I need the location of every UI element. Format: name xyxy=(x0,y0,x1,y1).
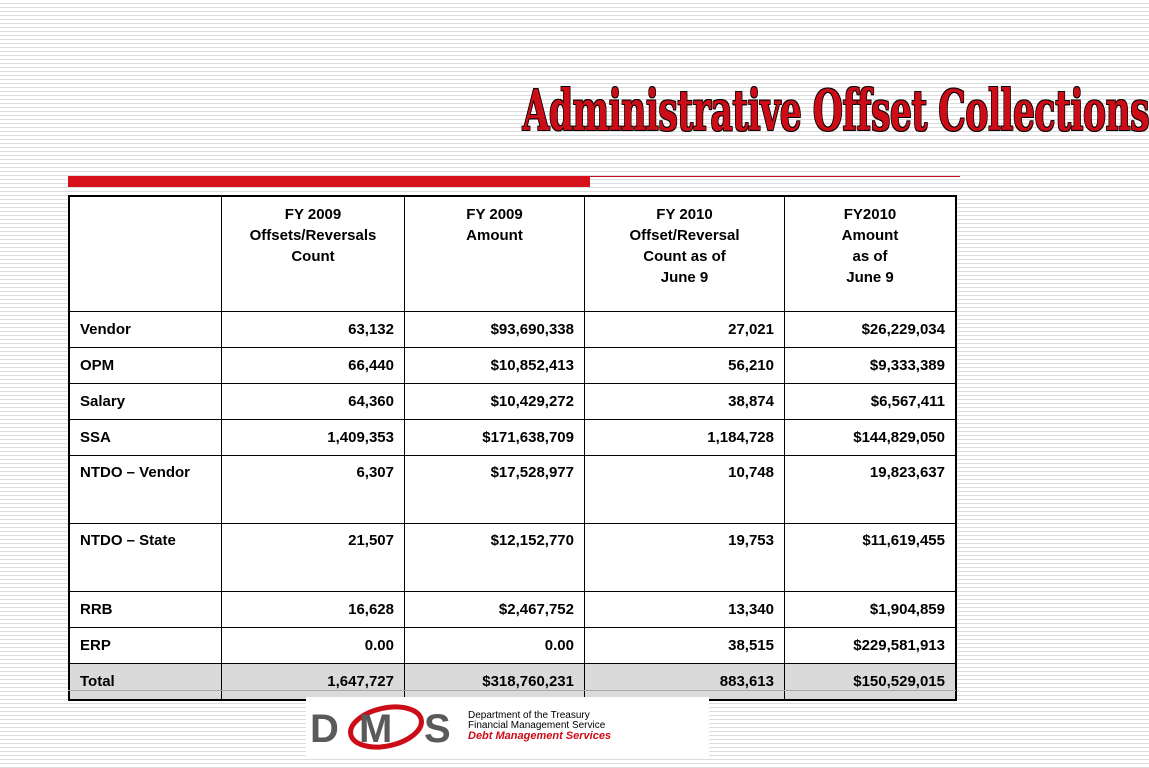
row-label: Total xyxy=(69,664,222,701)
fy2009-count-cell: 21,507 xyxy=(222,524,405,592)
fy2009-count-cell: 16,628 xyxy=(222,592,405,628)
fy2010-amount-cell: $1,904,859 xyxy=(785,592,957,628)
fy2010-count-cell: 19,753 xyxy=(585,524,785,592)
fy2010-amount-cell: $26,229,034 xyxy=(785,312,957,348)
table-row-rrb xyxy=(69,592,956,628)
dms-logo-mark xyxy=(306,697,466,757)
slide-title: Administrative Offset Collections xyxy=(522,78,1149,144)
footer-rule xyxy=(68,690,956,691)
fy2009-amount-cell: $93,690,338 xyxy=(405,312,585,348)
fy2009-amount-cell: $10,852,413 xyxy=(405,348,585,384)
dms-logo xyxy=(306,697,709,757)
fy2009-amount-cell: $318,760,231 xyxy=(405,664,585,701)
header-cell-fy2010-count: FY 2010 Offset/Reversal Count as of June 9 xyxy=(585,196,785,312)
table-row-erp xyxy=(69,628,956,664)
fy2010-amount-cell: 19,823,637 xyxy=(785,456,957,524)
fy2010-amount-cell: $6,567,411 xyxy=(785,384,957,420)
table-row-ntdo-vendor xyxy=(69,456,956,524)
table-row-opm xyxy=(69,348,956,384)
fy2009-amount-cell: $17,528,977 xyxy=(405,456,585,524)
fy2010-count-cell: 1,184,728 xyxy=(585,420,785,456)
fy2010-count-cell: 13,340 xyxy=(585,592,785,628)
fy2009-count-cell: 66,440 xyxy=(222,348,405,384)
table-header-row xyxy=(69,196,956,312)
table-row-salary xyxy=(69,384,956,420)
fy2010-amount-cell: $9,333,389 xyxy=(785,348,957,384)
row-label: NTDO – State xyxy=(69,524,222,592)
logo-dept-text: Department of the Treasury xyxy=(468,710,590,721)
header-cell-category xyxy=(69,196,222,312)
row-label: OPM xyxy=(69,348,222,384)
fy2009-count-cell: 1,647,727 xyxy=(222,664,405,701)
fy2010-count-cell: 883,613 xyxy=(585,664,785,701)
fy2010-amount-cell: $150,529,015 xyxy=(785,664,957,701)
fy2010-count-cell: 56,210 xyxy=(585,348,785,384)
row-label: SSA xyxy=(69,420,222,456)
fy2010-count-cell: 27,021 xyxy=(585,312,785,348)
fy2010-amount-cell: $229,581,913 xyxy=(785,628,957,664)
row-label: RRB xyxy=(69,592,222,628)
header-cell-fy2009-count: FY 2009 Offsets/Reversals Count xyxy=(222,196,405,312)
header-cell-fy2010-amount: FY2010 Amount as of June 9 xyxy=(785,196,957,312)
title-underline-bar xyxy=(68,176,590,187)
logo-letter-m: M xyxy=(359,707,393,751)
fy2010-count-cell: 38,515 xyxy=(585,628,785,664)
fy2009-count-cell: 1,409,353 xyxy=(222,420,405,456)
row-label: NTDO – Vendor xyxy=(69,456,222,524)
header-cell-fy2009-amount: FY 2009 Amount xyxy=(405,196,585,312)
row-label: ERP xyxy=(69,628,222,664)
fy2009-amount-cell: $12,152,770 xyxy=(405,524,585,592)
row-label: Salary xyxy=(69,384,222,420)
table-row-ssa xyxy=(69,420,956,456)
fy2009-count-cell: 6,307 xyxy=(222,456,405,524)
logo-letter-s: S xyxy=(424,707,451,751)
table-row-vendor xyxy=(69,312,956,348)
title-underline-rule xyxy=(590,176,960,177)
fy2009-amount-cell: $10,429,272 xyxy=(405,384,585,420)
table-row-ntdo-state xyxy=(69,524,956,592)
row-label: Vendor xyxy=(69,312,222,348)
collections-table xyxy=(68,195,957,701)
logo-service-text: Financial Management Service xyxy=(468,720,606,731)
table-row-total xyxy=(69,664,956,701)
fy2009-amount-cell: $171,638,709 xyxy=(405,420,585,456)
fy2010-amount-cell: $11,619,455 xyxy=(785,524,957,592)
fy2009-amount-cell: $2,467,752 xyxy=(405,592,585,628)
fy2010-count-cell: 38,874 xyxy=(585,384,785,420)
fy2009-count-cell: 0.00 xyxy=(222,628,405,664)
fy2010-count-cell: 10,748 xyxy=(585,456,785,524)
fy2010-amount-cell: $144,829,050 xyxy=(785,420,957,456)
logo-division-text: Debt Management Services xyxy=(468,730,612,742)
fy2009-count-cell: 64,360 xyxy=(222,384,405,420)
fy2009-count-cell: 63,132 xyxy=(222,312,405,348)
fy2009-amount-cell: 0.00 xyxy=(405,628,585,664)
logo-letter-d: D xyxy=(310,707,339,751)
